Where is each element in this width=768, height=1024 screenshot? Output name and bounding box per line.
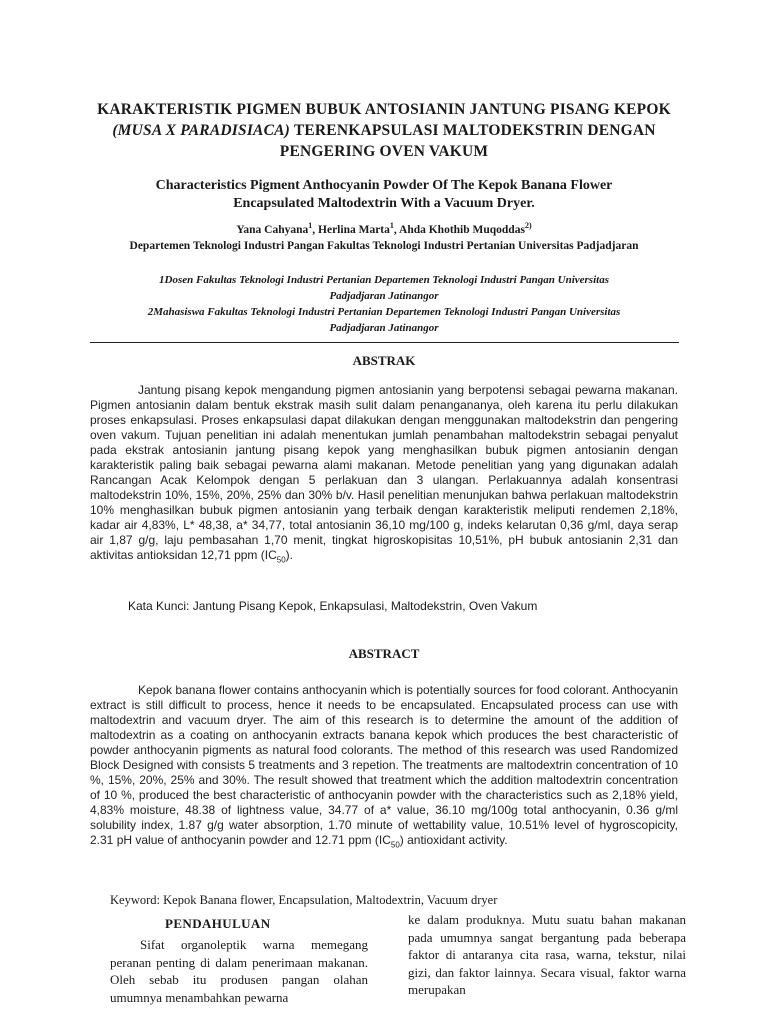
abstrak-text: Jantung pisang kepok mengandung pigmen antosianin yang berpotensi sebagai pewarna makanan. Pigmen antosianin dalam bentuk ekstrak masih sulit dalam penangananya, oleh karena itu perlu dilakukan proses enkapsulasi. Proses enkapsulasi dapat dilakukan dengan menggunakan maltodekstrin dan pengering oven vakum. Tujuan penelitian ini adalah menentukan jumlah penambahan maltodekstrin sebagai penyalut pada ekstrak antosianin jantung pisang kepok yang menghasilkan bubuk pigmen antosianin dengan karakteristik paling baik sebagai pewarna alami makanan. Metode penelitian yang yang digunakan adalah Rancangan Acak Kelompok dengan 5 perlakuan dan 3 ulangan. Perlakuannya adalah konsentrasi maltodekstrin 10%, 15%, 20%, 25% dan 30% b/v. Hasil penelitian menunjukan bahwa perlakuan maltodekstrin 10% menghasilkan bubuk pigmen antosianin yang terbaik dengan karakteristik meliputi rendemen 2,18%, kadar air 4,83%, L* 48,38, a* 34,77, total antosianin 36,10 mg/100 g, indeks kelarutan 0,36 g/ml, daya serap air 1,87 g/g, laju pembasahan 1,70 menit, tingkat higroskopisitas 10,51%, pH bubuk antosianin 2,31 dan aktivitas antioksidan 12,71 ppm (IC [90,383,678,562]
paper-title [80,99,688,162]
title-line-2 [80,120,688,141]
header-divider [90,342,679,343]
abstract-paragraph [90,683,678,852]
author-1: Yana Cahyana [236,223,309,236]
abstrak-text-end: ). [285,548,294,562]
paper-subtitle [90,177,678,213]
author-3-affil: 2) [524,221,532,230]
abstract-text: Kepok banana flower contains anthocyanin which is potentially sources for food colorant. Anthocyanin extract is still difficult to process, hence it needs to be encapsulated. Encapsulated process can use with maltodextrin and vacuum dryer. The aim of this research is to determine the amount of the addition of maltodextrin as a coating on anthocyanin extracts banana kepok which produces the best characteristic of powder anthocyanin pigments as natural food colorants. The method of this research was used Randomized Block Designed with consists 5 treatments and 3 repetion. The treatments are maltodextrin concentration of 10 %, 15%, 20%, 25% and 30%. The result showed that treatment which the addition maltodextrin concentration of 10 %, produced the best characteristic of anthocyanin powder with the characteristics such as 2,18% yield, 4,83% moisture, 48.38 of lightness value, 34.77 of a* value, 36.10 mg/100g total anthocyanin, 0.36 g/ml solubility index, 1.87 g/g water absorption, 1.70 minute of wettability value, 10.51% level of hygroscopicity, 2.31 pH value of anthocyanin powder and 12.71 ppm (IC [90,683,678,847]
abstract-body [90,683,678,852]
author-list [60,221,708,236]
affiliation-2-line-1: 2Mahasiswa Fakultas Teknologi Industri Pertanian Departemen Teknologi Industri Pangan Universitas [147,306,621,318]
pendahuluan-heading: PENDAHULUAN [165,916,271,931]
abstrak-subscript: 50 [276,555,286,565]
abstract-text-end: ) antioxidant activity. [399,833,508,847]
abstrak-heading: ABSTRAK [352,353,416,368]
author-1-affil: 1 [308,221,313,230]
abstrak-body [90,383,678,567]
affiliation-1 [90,272,678,304]
title-species-name: (MUSA X PARADISIACA) [112,122,291,139]
abstract-heading: ABSTRACT [348,646,420,661]
subtitle-line-2: Encapsulated Maltodextrin With a Vacuum Dryer. [233,196,535,211]
affiliation-2 [90,304,678,336]
abstrak-paragraph [90,383,678,567]
affiliation-2-line-2: Padjadjaran Jatinangor [329,322,439,334]
title-line-3: PENGERING OVEN VAKUM [279,143,489,160]
keywords-english: Keyword: Kepok Banana flower, Encapsulation, Maltodextrin, Vacuum dryer [110,893,498,907]
author-separator: , [393,223,400,236]
right-column-text: ke dalam produknya. Mutu suatu bahan makanan pada umumnya sangat bergantung pada beberapa faktor di antaranya cita rasa, warna, tekstur, nilai gizi, dan faktor lainnya. Secara visual, faktor warna merupakan [408,912,686,997]
affiliation-1-line-1: 1Dosen Fakultas Teknologi Industri Pertanian Departemen Teknologi Industri Pangan Universitas [159,274,609,286]
affiliation-1-line-2: Padjadjaran Jatinangor [329,290,439,302]
author-separator: , [312,223,319,236]
department: Departemen Teknologi Industri Pangan Fakultas Teknologi Industri Pertanian Universitas Padjadjaran [129,240,639,252]
left-column [110,936,368,1006]
author-2-affil: 1 [389,221,394,230]
author-3: Ahda Khothib Muqoddas [399,223,525,236]
kata-kunci: Kata Kunci: Jantung Pisang Kepok, Enkapsulasi, Maltodekstrin, Oven Vakum [128,599,538,613]
abstract-subscript: 50 [390,840,400,850]
title-line-2-rest: TERENKAPSULASI MALTODEKSTRIN DENGAN [290,122,656,139]
right-column [408,911,686,999]
title-line-1: KARAKTERISTIK PIGMEN BUBUK ANTOSIANIN JANTUNG PISANG KEPOK [97,101,671,118]
author-2: Herlina Marta [318,223,390,236]
left-column-text: Sifat organoleptik warna memegang peranan penting di dalam penerimaan makanan. Oleh sebab itu produsen pangan olahan umumnya menambahkan pewarna [110,937,368,1005]
subtitle-line-1: Characteristics Pigment Anthocyanin Powder Of The Kepok Banana Flower [155,178,613,193]
